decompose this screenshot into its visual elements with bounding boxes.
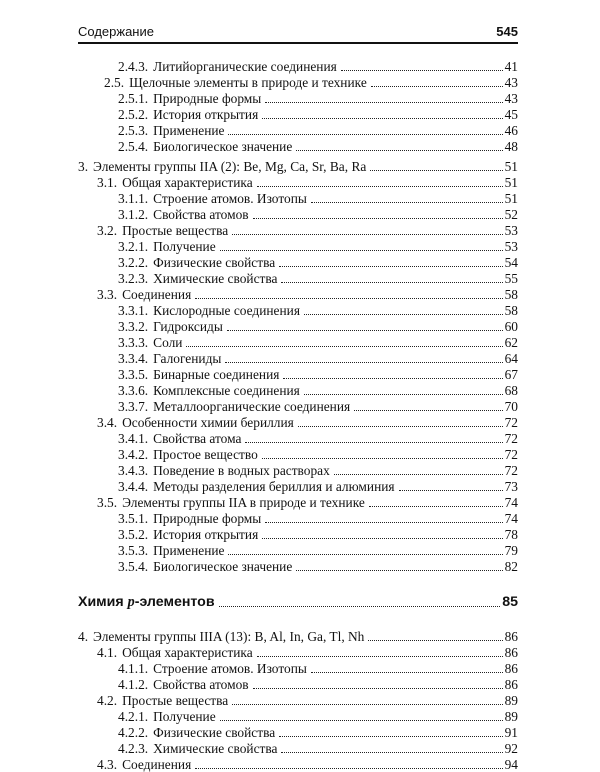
toc-entry-title: Галогениды [153,351,222,366]
toc-entry-number: 3.3.4. [118,351,149,366]
toc-entry-page: 67 [504,367,518,382]
toc-entry-number: 3.2.3. [118,271,149,286]
toc-entry-page: 54 [504,255,518,270]
toc-entry-title: Физические свойства [153,255,276,270]
toc-entry-title: Строение атомов. Изотопы [153,661,307,676]
dot-leader [225,362,502,363]
toc-entry-number: 4.2.1. [118,709,149,724]
toc-entry-title: История открытия [153,527,259,542]
toc-entry [118,238,518,254]
dot-leader [219,606,501,607]
dot-leader [265,522,502,523]
toc-entry-number: 2.5.3. [118,123,149,138]
toc-entry [97,222,518,238]
dot-leader [232,704,502,705]
toc-entry-page: 51 [504,159,518,174]
toc-entry-title: Простые вещества [122,223,229,238]
toc-entry-page: 43 [504,91,518,106]
toc-entry [118,740,518,756]
dot-leader [279,736,502,737]
toc-entry [118,302,518,318]
toc-entry-page: 82 [504,559,518,574]
toc-entry-title: Комплексные соединения [153,383,300,398]
toc-entry-number: 3.1.2. [118,207,149,222]
toc-entry-page: 89 [504,693,518,708]
toc-entry [118,58,518,74]
toc-entry-number: 3.5. [97,495,118,510]
toc-entry-title: Физические свойства [153,725,276,740]
toc-entry-page: 58 [504,287,518,302]
dot-leader [265,102,502,103]
toc-entry-page: 74 [504,495,518,510]
toc-entry-page: 46 [504,123,518,138]
toc-entry-title: Природные формы [153,91,262,106]
toc-entry-title: Простые вещества [122,693,229,708]
toc-entry-number: 3.2.1. [118,239,149,254]
toc-entry-title: Получение [153,709,216,724]
toc-entry-number: 3.3.5. [118,367,149,382]
toc-entry-page: 53 [504,223,518,238]
dot-leader [304,314,503,315]
toc-entry-title: Элементы группы IIA в природе и технике [122,495,365,510]
toc-entry-page: 89 [504,709,518,724]
header-title: Содержание [78,24,154,39]
toc-entry-page: 94 [504,757,518,772]
toc-entry-title: Общая характеристика [122,645,253,660]
toc-entry-page: 91 [504,725,518,740]
toc-entry-number: 4.1.1. [118,661,149,676]
dot-leader [262,118,502,119]
toc-entry [118,122,518,138]
toc-entry [78,628,518,644]
dot-leader [371,86,503,87]
toc-entry [118,398,518,414]
toc-entry-page: 51 [504,175,518,190]
toc-entry-number: 3.1. [97,175,118,190]
toc-entry-page: 73 [504,479,518,494]
toc-entry-number: 3.5.2. [118,527,149,542]
toc-entry [104,74,518,90]
toc-entry-number: 3.3.6. [118,383,149,398]
toc-entry-page: 72 [504,463,518,478]
dot-leader [253,688,503,689]
toc-entry-number: 4.1.2. [118,677,149,692]
toc-entry-number: 3.3.2. [118,319,149,334]
toc-entry-number: 2.5.2. [118,107,149,122]
toc-entry-number: 4.2.3. [118,741,149,756]
toc-entry-number: 3.2. [97,223,118,238]
toc-entry-title: Кислородные соединения [153,303,300,318]
toc-entry-number: 2.5.4. [118,139,149,154]
toc-entry-number: 3. [78,159,89,174]
page-header [78,22,518,44]
toc-entry [118,190,518,206]
toc-entry [97,174,518,190]
toc-entry-title: Химические свойства [153,271,278,286]
toc-entry-page: 85 [502,594,518,610]
dot-leader [296,150,502,151]
toc-entry [97,644,518,660]
dot-leader [368,640,502,641]
toc-entry-page: 72 [504,447,518,462]
toc-entry-page: 86 [504,629,518,644]
dot-leader [298,426,503,427]
toc-entry [118,542,518,558]
toc-entry [118,708,518,724]
toc-entry-title: Природные формы [153,511,262,526]
toc-entry [78,158,518,174]
toc-entry-page: 78 [504,527,518,542]
toc-entry-page: 86 [504,645,518,660]
toc-entry-page: 86 [504,661,518,676]
toc-entry-title: Бинарные соединения [153,367,280,382]
toc-entry [78,594,518,610]
toc-entry [118,510,518,526]
toc-entry-title: Элементы группы IIA (2): Be, Mg, Ca, Sr, Ba, Ra [93,159,367,174]
dot-leader [279,266,502,267]
toc-entry-number: 3.4. [97,415,118,430]
toc-entry [118,724,518,740]
toc-entry [118,334,518,350]
dot-leader [399,490,503,491]
toc-entry-title: Химия p-элементов [78,594,215,610]
toc-entry-number: 4.1. [97,645,118,660]
toc-entry-page: 68 [504,383,518,398]
toc-entry-page: 55 [504,271,518,286]
toc-entry [118,254,518,270]
toc-entry-title: Простое вещество [153,447,258,462]
toc-entry-number: 3.1.1. [118,191,149,206]
toc-entry-number: 3.3.7. [118,399,149,414]
toc-entry-page: 48 [504,139,518,154]
toc-entry-title: Химические свойства [153,741,278,756]
toc-entry-title: Поведение в водных растворах [153,463,330,478]
toc-entry [118,462,518,478]
toc-entry-page: 58 [504,303,518,318]
toc-entry-page: 45 [504,107,518,122]
dot-leader [283,378,502,379]
toc-entry-title: Соединения [122,287,192,302]
dot-leader [227,330,503,331]
toc-entry [118,106,518,122]
toc-entry-title: Свойства атомов [153,677,249,692]
toc-entry-page: 43 [504,75,518,90]
dot-leader [186,346,502,347]
toc-entry-title: Строение атомов. Изотопы [153,191,307,206]
toc-entry-page: 62 [504,335,518,350]
toc-entry [118,446,518,462]
toc-entry-title: Свойства атома [153,431,242,446]
dot-leader [232,234,502,235]
dot-leader [311,202,503,203]
toc-entry-title: Применение [153,543,225,558]
dot-leader [296,570,502,571]
dot-leader [253,218,503,219]
dot-leader [311,672,503,673]
toc-entry [118,138,518,154]
toc-entry-page: 92 [504,741,518,756]
toc-entry-number: 3.4.2. [118,447,149,462]
dot-leader [257,186,503,187]
toc-entry-title: Металлоорганические соединения [153,399,351,414]
dot-leader [281,752,502,753]
toc-entry-page: 72 [504,431,518,446]
toc-entry-number: 3.3.1. [118,303,149,318]
toc-entry [118,526,518,542]
dot-leader [228,554,502,555]
toc-entry-number: 4.2.2. [118,725,149,740]
toc-entry [118,676,518,692]
toc-entry-number: 3.5.4. [118,559,149,574]
toc-entry-title: Щелочные элементы в природе и технике [129,75,367,90]
dot-leader [228,134,502,135]
toc-entry-title: Соли [153,335,183,350]
toc-entry [118,430,518,446]
toc-entry [118,478,518,494]
toc-entry-page: 51 [504,191,518,206]
dot-leader [220,250,503,251]
toc-entry [118,318,518,334]
toc-entry-page: 52 [504,207,518,222]
toc-entry [97,494,518,510]
dot-leader [245,442,502,443]
toc-entry-number: 2.5.1. [118,91,149,106]
toc-entry-number: 3.4.1. [118,431,149,446]
toc-entry-number: 3.4.4. [118,479,149,494]
toc-entry [97,692,518,708]
toc-entry [97,414,518,430]
toc-entry-title: Особенности химии бериллия [122,415,294,430]
toc-entry-page: 41 [504,59,518,74]
dot-leader [304,394,503,395]
toc-entry-title: Элементы группы IIIA (13): B, Al, In, Ga, Tl, Nh [93,629,365,644]
dot-leader [370,170,502,171]
toc-entry [118,206,518,222]
toc-entry-number: 4. [78,629,89,644]
toc-entry-title: Биологическое значение [153,139,293,154]
dot-leader [334,474,503,475]
dot-leader [341,70,503,71]
toc-entry-number: 3.2.2. [118,255,149,270]
dot-leader [262,458,503,459]
dot-leader [369,506,503,507]
toc-entry-number: 2.4.3. [118,59,149,74]
toc-entry-number: 2.5. [104,75,125,90]
toc-entry [118,558,518,574]
toc-entry-number: 3.5.1. [118,511,149,526]
toc-entry-title: История открытия [153,107,259,122]
toc-entry-page: 64 [504,351,518,366]
toc-entry-page: 74 [504,511,518,526]
toc-entry-page: 60 [504,319,518,334]
dot-leader [262,538,502,539]
toc-entry-number: 3.3.3. [118,335,149,350]
toc-entry-page: 53 [504,239,518,254]
dot-leader [195,768,502,769]
toc-entry-title: Биологическое значение [153,559,293,574]
dot-leader [195,298,502,299]
toc-entry-number: 4.2. [97,693,118,708]
toc-entry [118,660,518,676]
toc-entry [118,270,518,286]
toc-entry [118,382,518,398]
toc-entry [118,90,518,106]
dot-leader [220,720,503,721]
toc-entry-number: 3.3. [97,287,118,302]
toc-entry-page: 70 [504,399,518,414]
dot-leader [281,282,502,283]
toc-entry-number: 3.5.3. [118,543,149,558]
toc-entry-page: 79 [504,543,518,558]
toc-entry-number: 4.3. [97,757,118,772]
toc-entry-title: Соединения [122,757,192,772]
toc-entry-page: 86 [504,677,518,692]
toc-entry-page: 72 [504,415,518,430]
toc-entry-title: Методы разделения бериллия и алюминия [153,479,395,494]
toc-entry-title: Гидроксиды [153,319,223,334]
dot-leader [354,410,502,411]
toc-entry [97,286,518,302]
toc-entry-title: Получение [153,239,216,254]
dot-leader [257,656,503,657]
toc-entry-title: Свойства атомов [153,207,249,222]
toc-entry [97,756,518,772]
header-page-number: 545 [496,24,518,39]
toc-entry [118,350,518,366]
toc-entry-title: Общая характеристика [122,175,253,190]
toc-entry-title: Литийорганические соединения [153,59,337,74]
toc-entry-number: 3.4.3. [118,463,149,478]
toc-entry [118,366,518,382]
toc-entry-title: Применение [153,123,225,138]
